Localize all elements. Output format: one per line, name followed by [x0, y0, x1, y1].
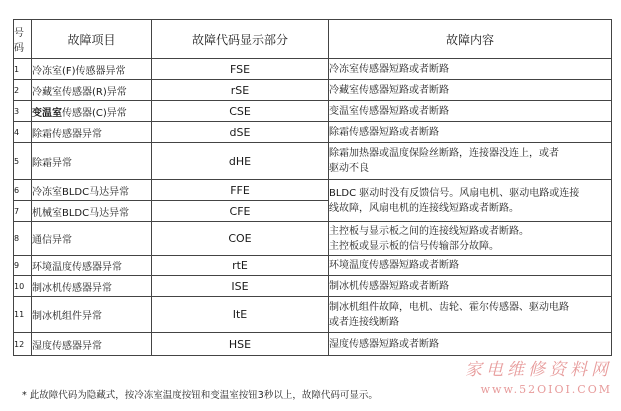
table-row: [14, 122, 612, 143]
row-number: 10: [14, 276, 32, 297]
fault-code: dHE: [152, 143, 329, 180]
fault-code: CFE: [152, 201, 329, 222]
row-number: 5: [14, 143, 32, 180]
fault-content-line: 线故障，风扇电机的连接线短路或者断路。: [329, 202, 519, 214]
fault-item: 环境温度传感器异常: [32, 256, 152, 276]
fault-content: 环境温度传感器短路或者断路: [329, 256, 612, 276]
fault-item-rest: 传感器(C)异常: [62, 107, 127, 119]
fault-content: 冷冻室传感器短路或者断路: [329, 59, 612, 80]
fault-content: 除霜传感器短路或者断路: [329, 122, 612, 143]
fault-code: ItE: [152, 297, 329, 333]
fault-code: rtE: [152, 256, 329, 276]
table-row: [14, 333, 612, 356]
fault-content: 冷藏室传感器短路或者断路: [329, 80, 612, 101]
row-number: 1: [14, 59, 32, 80]
row-number: 4: [14, 122, 32, 143]
fault-item: 除霜异常: [32, 143, 152, 180]
row-number: 2: [14, 80, 32, 101]
table-row: [14, 101, 612, 122]
fault-content-line: 除霜加热器或温度保险丝断路，连接器没连上，或者: [329, 148, 559, 159]
fault-content: [329, 143, 612, 180]
table-row: [14, 80, 612, 101]
table-header-row: [14, 20, 612, 59]
fault-content-line: 制冰机组件故障，电机、齿轮、霍尔传感器、驱动电路: [329, 301, 569, 313]
row-number: 3: [14, 101, 32, 122]
fault-code: FFE: [152, 180, 329, 201]
fault-content-line: BLDC 驱动时没有反馈信号。风扇电机、驱动电路或连接: [329, 187, 580, 199]
fault-item: 制冰机传感器异常: [32, 276, 152, 297]
watermark: [432, 355, 612, 396]
fault-item: 制冰机组件异常: [32, 297, 152, 333]
table-row: [14, 256, 612, 276]
table-row: [14, 297, 612, 333]
fault-item: 除霜传感器异常: [32, 122, 152, 143]
row-number: 6: [14, 180, 32, 201]
fault-item: [32, 101, 152, 122]
fault-item: 冷藏室传感器(R)异常: [32, 80, 152, 101]
table-row: [14, 143, 612, 180]
fault-code: COE: [152, 222, 329, 256]
row-number: 11: [14, 297, 32, 333]
fault-code-table: [13, 19, 612, 356]
fault-content: 制冰机传感器短路或者断路: [329, 276, 612, 297]
watermark-url: www.52OIOI.COM: [480, 383, 612, 396]
footnote: * 此故障代码为隐藏式，按冷冻室温度按钮和变温室按钮3秒以上，故障代码可显示。: [22, 390, 378, 401]
fault-content: [329, 297, 612, 333]
header-fault-code: 故障代码显示部分: [152, 20, 329, 59]
fault-code: FSE: [152, 59, 329, 80]
fault-content: [329, 222, 612, 256]
table-row: [14, 180, 612, 201]
row-number: 7: [14, 201, 32, 222]
fault-item: 机械室BLDC马达异常: [32, 201, 152, 222]
fault-content-line: 主控板与显示板之间的连接线短路或者断路。: [329, 225, 529, 237]
fault-code: ISE: [152, 276, 329, 297]
fault-item: 通信异常: [32, 222, 152, 256]
watermark-title: 家电维修资料网: [465, 360, 612, 380]
fault-code: HSE: [152, 333, 329, 356]
fault-code: rSE: [152, 80, 329, 101]
row-number: 8: [14, 222, 32, 256]
fault-content: 湿度传感器短路或者断路: [329, 333, 612, 356]
header-fault-content: 故障内容: [329, 20, 612, 59]
fault-content: 变温室传感器短路或者断路: [329, 101, 612, 122]
fault-content-line: 驱动不良: [329, 163, 369, 174]
table-row: [14, 222, 612, 256]
fault-content-merged: [329, 180, 612, 222]
fault-code: dSE: [152, 122, 329, 143]
table-row: [14, 59, 612, 80]
fault-content-line: 主控板或显示板的信号传输部分故障。: [329, 240, 499, 252]
row-number: 12: [14, 333, 32, 356]
header-number: 号码: [14, 20, 32, 59]
fault-item-bold-part: 变温室: [32, 107, 62, 119]
header-fault-item: 故障项目: [32, 20, 152, 59]
fault-item: 湿度传感器异常: [32, 333, 152, 356]
row-number: 9: [14, 256, 32, 276]
fault-content-line: 或者连接线断路: [329, 316, 399, 328]
fault-item: 冷冻室(F)传感器异常: [32, 59, 152, 80]
fault-code: CSE: [152, 101, 329, 122]
fault-item: 冷冻室BLDC马达异常: [32, 180, 152, 201]
table-row: [14, 276, 612, 297]
